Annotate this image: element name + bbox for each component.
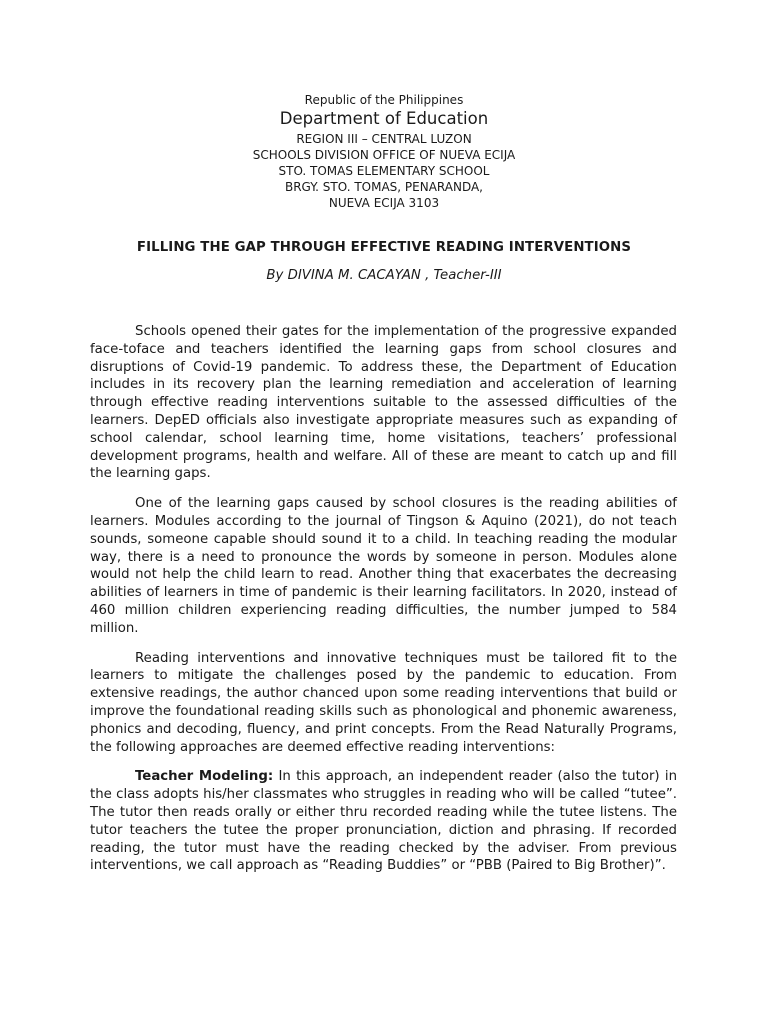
division-label: SCHOOLS DIVISION OFFICE OF NUEVA ECIJA [252,148,516,162]
article-byline: By DIVINA M. CACAYAN , Teacher-III [266,268,502,283]
region-label: REGION III – CENTRAL LUZON [296,132,472,146]
teacher-modeling-text: In this approach, an independent reader (also the tutor) in the class adopts his/her classmates who struggles in reading who will be called “tutee”. The tutor then reads orally or either thru recorded reading while the tutee listens. The tutor teachers the tutee the proper pronunciation, diction and phrasing. If recorded reading, the tutor must have the reading checked by the adviser. From previous interventions, we call approach as “Reading Buddies” or “PBB (Paired to Big Brother)”. [90,769,678,874]
paragraph-3: Reading interventions and innovative techniques must be tailored fit to the learners to mitigate the challenges posed by the pandemic to education. From extensive readings, the author chanced upon some reading interventions that build or improve the foundational reading skills such as phonological and phonemic awareness, phonics and decoding, fluency, and print concepts. From the Read Naturally Programs, the following approaches are deemed effective reading interventions: [90,650,677,755]
letterhead [0,92,768,211]
address-line-2: NUEVA ECIJA 3103 [328,196,440,210]
article-title: FILLING THE GAP THROUGH EFFECTIVE READING INTERVENTIONS [136,240,632,255]
article-body [90,323,677,887]
paragraph-1: Schools opened their gates for the implementation of the progressive expanded face-toface and teachers identified the learning gaps from school closures and disruptions of Covid-19 pandemic. To address these, the Department of Education includes in its recovery plan the learning remediation and acceleration of learning through effective reading interventions suitable to the assessed difficulties of the learners. DepED officials also investigate appropriate measures such as expanding of school calendar, school learning time, home visitations, teachers’ professional development programs, health and welfare. All of these are meant to catch up and fill the learning gaps. [90,324,677,482]
address-line-1: BRGY. STO. TOMAS, PENARANDA, [284,180,483,194]
paragraph-2: One of the learning gaps caused by school closures is the reading abilities of learners. Modules according to the journal of Tingson & Aquino (2021), do not teach sounds, someone capable should sound it to a child. In teaching reading the modular way, there is a need to pronounce the words by someone in person. Modules alone would not help the child learn to read. Another thing that exacerbates the decreasing abilities of learners in time of pandemic is their learning facilitators. In 2020, instead of 460 million children experiencing reading difficulties, the number jumped to 584 million. [90,496,677,636]
teacher-modeling-heading: Teacher Modeling: [135,769,274,785]
paragraph-teacher-modeling [90,768,677,875]
department-name: Department of Education [279,109,489,128]
school-name: STO. TOMAS ELEMENTARY SCHOOL [278,164,490,178]
republic-label: Republic of the Philippines [304,93,464,107]
